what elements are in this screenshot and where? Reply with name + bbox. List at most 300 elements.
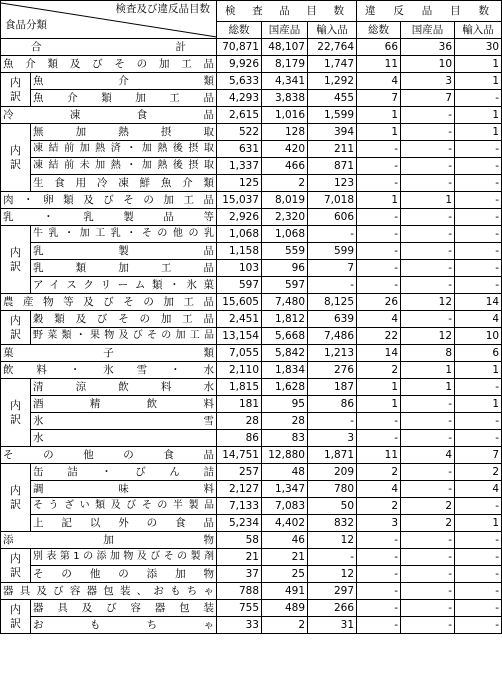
cell-inspection-domestic: 8,179 [262, 56, 308, 73]
cell-inspection-imported: 1,747 [308, 56, 357, 73]
category-name: 菓子類 [1, 345, 217, 362]
table-row [1, 481, 502, 498]
cell-inspection-imported: - [308, 277, 357, 294]
cell-violation-total: - [357, 141, 401, 158]
breakdown-label: 内訳 [1, 379, 31, 447]
breakdown-label: 内訳 [1, 311, 31, 345]
cell-violation-imported: 14 [455, 294, 502, 311]
subcategory-name: 魚介類加工品 [31, 90, 217, 107]
cell-violation-domestic: - [401, 141, 455, 158]
subcategory-name: 野菜類・果物及びその加工品 [31, 328, 217, 345]
cell-inspection-total: 1,337 [217, 158, 262, 175]
cell-inspection-imported: - [308, 413, 357, 430]
breakdown-label: 内訳 [1, 226, 31, 294]
cell-violation-total: 1 [357, 396, 401, 413]
cell-inspection-imported: 7 [308, 260, 357, 277]
cell-violation-domestic: - [401, 566, 455, 583]
cell-inspection-total: 58 [217, 532, 262, 549]
cell-inspection-total: 1,815 [217, 379, 262, 396]
table-row [1, 617, 502, 634]
cell-inspection-domestic: 21 [262, 549, 308, 566]
cell-inspection-domestic: 2,320 [262, 209, 308, 226]
subcategory-name: そうざい類及びその半製品 [31, 498, 217, 515]
subcategory-name: 凍結前加熱済・加熱後摂取 [31, 141, 217, 158]
table-row [1, 430, 502, 447]
subcategory-name: 穀類及びその加工品 [31, 311, 217, 328]
table-row [1, 532, 502, 549]
cell-inspection-domestic: 95 [262, 396, 308, 413]
table-row [1, 73, 502, 90]
cell-inspection-domestic: 1,628 [262, 379, 308, 396]
cell-inspection-domestic: 28 [262, 413, 308, 430]
cell-inspection-domestic: 2 [262, 617, 308, 634]
table-row [1, 90, 502, 107]
table-row [1, 600, 502, 617]
cell-violation-total: - [357, 277, 401, 294]
cell-inspection-imported: 266 [308, 600, 357, 617]
subcategory-name: その他の添加物 [31, 566, 217, 583]
breakdown-label: 内訳 [1, 124, 31, 192]
category-name: 冷凍食品 [1, 107, 217, 124]
subcategory-name: 乳類加工品 [31, 260, 217, 277]
cell-violation-domestic: 4 [401, 447, 455, 464]
cell-violation-total: - [357, 260, 401, 277]
cell-inspection-domestic: 1,347 [262, 481, 308, 498]
cell-inspection-domestic: 1,016 [262, 107, 308, 124]
cell-violation-imported: 4 [455, 481, 502, 498]
cell-violation-domestic: - [401, 549, 455, 566]
cell-violation-total: 11 [357, 447, 401, 464]
subcategory-name: 別表第1の添加物及びその製剤 [31, 549, 217, 566]
cell-violation-total: 4 [357, 73, 401, 90]
cell-inspection-imported: 209 [308, 464, 357, 481]
cell-violation-total: 11 [357, 56, 401, 73]
cell-violation-domestic: - [401, 600, 455, 617]
cell-violation-total: 3 [357, 515, 401, 532]
category-name: 乳・乳製品等 [1, 209, 217, 226]
cell-violation-domestic: - [401, 175, 455, 192]
cell-inspection-domestic: 7,083 [262, 498, 308, 515]
cell-inspection-domestic: 1,068 [262, 226, 308, 243]
subheader-violation-total: 総数 [357, 22, 401, 39]
cell-violation-imported: - [455, 209, 502, 226]
subheader-inspection-imported: 輸入品 [308, 22, 357, 39]
cell-inspection-total: 1,158 [217, 243, 262, 260]
cell-inspection-total: 597 [217, 277, 262, 294]
cell-violation-imported: - [455, 600, 502, 617]
cell-violation-domestic: - [401, 124, 455, 141]
cell-violation-imported: 6 [455, 345, 502, 362]
cell-inspection-domestic: 1,834 [262, 362, 308, 379]
cell-violation-total: - [357, 430, 401, 447]
category-name: 肉・卵類及びその加工品 [1, 192, 217, 209]
cell-violation-domestic: 10 [401, 56, 455, 73]
cell-inspection-imported: 599 [308, 243, 357, 260]
cell-inspection-domestic: 491 [262, 583, 308, 600]
cell-violation-imported: 4 [455, 311, 502, 328]
cell-inspection-total: 103 [217, 260, 262, 277]
table-row [1, 158, 502, 175]
subcategory-name: 水 [31, 430, 217, 447]
cell-violation-domestic: - [401, 396, 455, 413]
cell-violation-domestic: 1 [401, 379, 455, 396]
cell-inspection-total: 181 [217, 396, 262, 413]
cell-inspection-total: 14,751 [217, 447, 262, 464]
cell-violation-total: 7 [357, 90, 401, 107]
table-row [1, 583, 502, 600]
cell-inspection-imported: 832 [308, 515, 357, 532]
cell-inspection-total: 125 [217, 175, 262, 192]
cell-inspection-domestic: 48 [262, 464, 308, 481]
category-name: 飲料・氷雪・水 [1, 362, 217, 379]
category-name: 魚介類及びその加工品 [1, 56, 217, 73]
cell-violation-imported: - [455, 243, 502, 260]
cell-violation-imported: - [455, 90, 502, 107]
table-row [1, 175, 502, 192]
cell-inspection-domestic: 7,480 [262, 294, 308, 311]
cell-violation-imported: 1 [455, 73, 502, 90]
cell-inspection-imported: 1,599 [308, 107, 357, 124]
cell-inspection-total: 788 [217, 583, 262, 600]
subcategory-name: 牛乳・加工乳・その他の乳 [31, 226, 217, 243]
cell-inspection-total: 13,154 [217, 328, 262, 345]
cell-violation-total: 22 [357, 328, 401, 345]
cell-violation-total: 1 [357, 107, 401, 124]
cell-violation-domestic: - [401, 532, 455, 549]
cell-inspection-total: 2,926 [217, 209, 262, 226]
cell-violation-domestic: - [401, 583, 455, 600]
cell-inspection-imported: 1,871 [308, 447, 357, 464]
cell-inspection-imported: 1,292 [308, 73, 357, 90]
table-row [1, 192, 502, 209]
grand-total-label: 合 計 [1, 39, 217, 56]
cell-inspection-total: 33 [217, 617, 262, 634]
cell-inspection-domestic: 1,812 [262, 311, 308, 328]
table-row [1, 260, 502, 277]
cell-inspection-domestic: 2 [262, 175, 308, 192]
breakdown-label: 内訳 [1, 464, 31, 532]
category-name: その他の食品 [1, 447, 217, 464]
subcategory-name: 乳製品 [31, 243, 217, 260]
cell-inspection-domestic: 4,341 [262, 73, 308, 90]
subcategory-name: 氷雪 [31, 413, 217, 430]
subheader-violation-domestic: 国産品 [401, 22, 455, 39]
subheader-inspection-domestic: 国産品 [262, 22, 308, 39]
cell-inspection-imported: 12 [308, 532, 357, 549]
cell-inspection-domestic: 25 [262, 566, 308, 583]
cell-violation-domestic: - [401, 158, 455, 175]
cell-violation-domestic: - [401, 209, 455, 226]
table-row [1, 311, 502, 328]
subcategory-name: おもちゃ [31, 617, 217, 634]
cell-inspection-total: 86 [217, 430, 262, 447]
subcategory-name: 魚介類 [31, 73, 217, 90]
cell-violation-domestic: 12 [401, 294, 455, 311]
cell-violation-imported: - [455, 158, 502, 175]
cell-violation-total: 2 [357, 498, 401, 515]
cell-inspection-domestic: 597 [262, 277, 308, 294]
cell-violation-imported: 10 [455, 328, 502, 345]
header-row-1 [1, 1, 502, 22]
table-row [1, 447, 502, 464]
subcategory-name: アイスクリーム類・氷菓 [31, 277, 217, 294]
cell-inspection-imported: 780 [308, 481, 357, 498]
cell-violation-domestic: - [401, 617, 455, 634]
cell-inspection-domestic: 96 [262, 260, 308, 277]
cell-violation-domestic: - [401, 277, 455, 294]
cell-inspection-domestic: 466 [262, 158, 308, 175]
cell-inspection-imported: 297 [308, 583, 357, 600]
cell-inspection-total: 2,127 [217, 481, 262, 498]
cell-violation-domestic: - [401, 243, 455, 260]
cell-inspection-total: 257 [217, 464, 262, 481]
cell-violation-total: - [357, 583, 401, 600]
cell-violation-total: 4 [357, 311, 401, 328]
cell-inspection-imported: 31 [308, 617, 357, 634]
cell-violation-domestic: 3 [401, 73, 455, 90]
subcategory-name: 上記以外の食品 [31, 515, 217, 532]
cell-violation-domestic: 2 [401, 515, 455, 532]
cell-inspection-imported: 86 [308, 396, 357, 413]
cell-inspection-domestic: 420 [262, 141, 308, 158]
breakdown-label: 内訳 [1, 600, 31, 634]
cell-inspection-imported: 22,764 [308, 39, 357, 56]
corner-header-bottom: 食品分類 [5, 19, 47, 31]
table-row [1, 277, 502, 294]
cell-violation-domestic: 1 [401, 362, 455, 379]
table-row [1, 39, 502, 56]
cell-violation-domestic: 1 [401, 192, 455, 209]
cell-violation-total: - [357, 158, 401, 175]
cell-inspection-imported: 871 [308, 158, 357, 175]
cell-inspection-imported: 7,018 [308, 192, 357, 209]
cell-inspection-total: 28 [217, 413, 262, 430]
cell-violation-imported: - [455, 498, 502, 515]
cell-inspection-imported: 455 [308, 90, 357, 107]
cell-inspection-total: 5,633 [217, 73, 262, 90]
table-row [1, 141, 502, 158]
cell-violation-total: - [357, 532, 401, 549]
table-row [1, 124, 502, 141]
cell-violation-imported: - [455, 226, 502, 243]
table-row [1, 498, 502, 515]
cell-violation-imported: 2 [455, 464, 502, 481]
breakdown-label: 内訳 [1, 549, 31, 583]
cell-violation-imported: - [455, 532, 502, 549]
cell-inspection-domestic: 489 [262, 600, 308, 617]
breakdown-label: 内訳 [1, 73, 31, 107]
cell-violation-domestic: - [401, 226, 455, 243]
cell-inspection-imported: - [308, 549, 357, 566]
cell-violation-total: - [357, 175, 401, 192]
category-name: 器具及び容器包装、おもちゃ [1, 583, 217, 600]
cell-inspection-domestic: 5,668 [262, 328, 308, 345]
cell-inspection-domestic: 3,838 [262, 90, 308, 107]
cell-violation-total: - [357, 413, 401, 430]
cell-inspection-imported: - [308, 226, 357, 243]
cell-violation-domestic: - [401, 481, 455, 498]
cell-inspection-total: 2,110 [217, 362, 262, 379]
cell-violation-total: - [357, 226, 401, 243]
table-row [1, 515, 502, 532]
cell-inspection-imported: 50 [308, 498, 357, 515]
cell-violation-imported: - [455, 175, 502, 192]
subcategory-name: 凍結前未加熱・加熱後摂取 [31, 158, 217, 175]
cell-inspection-total: 4,293 [217, 90, 262, 107]
cell-inspection-imported: 12 [308, 566, 357, 583]
cell-inspection-domestic: 46 [262, 532, 308, 549]
cell-inspection-imported: 606 [308, 209, 357, 226]
cell-violation-imported: - [455, 617, 502, 634]
cell-violation-total: 2 [357, 464, 401, 481]
cell-inspection-total: 755 [217, 600, 262, 617]
cell-violation-imported: - [455, 260, 502, 277]
violation-count-header: 違 反 品 目 数 [357, 1, 502, 22]
cell-inspection-imported: 639 [308, 311, 357, 328]
subcategory-name: 缶詰・びん詰 [31, 464, 217, 481]
table-row [1, 243, 502, 260]
cell-violation-total: 14 [357, 345, 401, 362]
cell-inspection-domestic: 559 [262, 243, 308, 260]
cell-violation-total: 1 [357, 124, 401, 141]
cell-violation-total: 1 [357, 192, 401, 209]
cell-violation-imported: 1 [455, 515, 502, 532]
cell-inspection-imported: 211 [308, 141, 357, 158]
cell-inspection-domestic: 48,107 [262, 39, 308, 56]
cell-inspection-imported: 1,213 [308, 345, 357, 362]
subheader-violation-imported: 輸入品 [455, 22, 502, 39]
table-row [1, 549, 502, 566]
cell-violation-total: 1 [357, 379, 401, 396]
cell-violation-domestic: - [401, 464, 455, 481]
cell-violation-imported: 1 [455, 362, 502, 379]
cell-violation-imported: - [455, 141, 502, 158]
cell-inspection-total: 15,037 [217, 192, 262, 209]
table-row [1, 413, 502, 430]
cell-violation-imported: 1 [455, 124, 502, 141]
table-row [1, 566, 502, 583]
cell-violation-imported: - [455, 583, 502, 600]
cell-inspection-domestic: 128 [262, 124, 308, 141]
cell-inspection-imported: 187 [308, 379, 357, 396]
cell-inspection-total: 5,234 [217, 515, 262, 532]
cell-inspection-imported: 276 [308, 362, 357, 379]
cell-violation-total: 26 [357, 294, 401, 311]
cell-violation-imported: - [455, 566, 502, 583]
cell-violation-imported: 1 [455, 56, 502, 73]
cell-violation-domestic: - [401, 413, 455, 430]
cell-violation-imported: - [455, 549, 502, 566]
table-row [1, 107, 502, 124]
cell-violation-total: - [357, 209, 401, 226]
category-name: 農産物等及びその加工品 [1, 294, 217, 311]
cell-violation-domestic: 2 [401, 498, 455, 515]
cell-violation-domestic: - [401, 260, 455, 277]
cell-violation-imported: 7 [455, 447, 502, 464]
cell-inspection-total: 7,055 [217, 345, 262, 362]
cell-inspection-total: 21 [217, 549, 262, 566]
cell-inspection-domestic: 83 [262, 430, 308, 447]
cell-inspection-total: 1,068 [217, 226, 262, 243]
cell-inspection-domestic: 5,842 [262, 345, 308, 362]
cell-violation-imported: - [455, 379, 502, 396]
cell-violation-domestic: - [401, 430, 455, 447]
cell-violation-domestic: - [401, 107, 455, 124]
inspection-count-header: 検 査 品 目 数 [217, 1, 357, 22]
subcategory-name: 無加熱摂取 [31, 124, 217, 141]
cell-inspection-total: 2,451 [217, 311, 262, 328]
table-row [1, 209, 502, 226]
cell-inspection-imported: 3 [308, 430, 357, 447]
cell-violation-domestic: 12 [401, 328, 455, 345]
cell-violation-total: - [357, 566, 401, 583]
table-row [1, 396, 502, 413]
table-row [1, 379, 502, 396]
cell-inspection-domestic: 4,402 [262, 515, 308, 532]
category-name: 添加物 [1, 532, 217, 549]
subcategory-name: 生食用冷凍鮮魚介類 [31, 175, 217, 192]
subheader-inspection-total: 総数 [217, 22, 262, 39]
cell-violation-domestic: 36 [401, 39, 455, 56]
cell-inspection-total: 7,133 [217, 498, 262, 515]
subcategory-name: 調味料 [31, 481, 217, 498]
subcategory-name: 器具及び容器包装 [31, 600, 217, 617]
cell-violation-imported: 30 [455, 39, 502, 56]
table-row [1, 56, 502, 73]
cell-inspection-domestic: 8,019 [262, 192, 308, 209]
cell-violation-domestic: - [401, 311, 455, 328]
corner-header-cell [1, 1, 217, 39]
cell-inspection-total: 9,926 [217, 56, 262, 73]
cell-inspection-imported: 7,486 [308, 328, 357, 345]
cell-violation-total: 2 [357, 362, 401, 379]
cell-violation-imported: - [455, 192, 502, 209]
cell-inspection-total: 2,615 [217, 107, 262, 124]
cell-violation-total: - [357, 243, 401, 260]
cell-inspection-imported: 394 [308, 124, 357, 141]
corner-header-top: 検査及び違反品目数 [115, 3, 210, 15]
cell-violation-total: - [357, 617, 401, 634]
cell-violation-imported: 1 [455, 107, 502, 124]
subcategory-name: 酒精飲料 [31, 396, 217, 413]
cell-violation-imported: 1 [455, 396, 502, 413]
cell-violation-total: - [357, 549, 401, 566]
table-row [1, 328, 502, 345]
cell-inspection-imported: 123 [308, 175, 357, 192]
cell-violation-imported: - [455, 430, 502, 447]
cell-violation-total: 4 [357, 481, 401, 498]
table-row [1, 362, 502, 379]
table-row [1, 226, 502, 243]
cell-inspection-total: 15,605 [217, 294, 262, 311]
cell-inspection-total: 631 [217, 141, 262, 158]
table-row [1, 345, 502, 362]
cell-violation-imported: - [455, 277, 502, 294]
cell-inspection-total: 70,871 [217, 39, 262, 56]
cell-inspection-total: 37 [217, 566, 262, 583]
table-row [1, 464, 502, 481]
cell-violation-total: 66 [357, 39, 401, 56]
cell-violation-total: - [357, 600, 401, 617]
cell-violation-domestic: 7 [401, 90, 455, 107]
cell-inspection-domestic: 12,880 [262, 447, 308, 464]
cell-violation-imported: - [455, 413, 502, 430]
cell-inspection-total: 522 [217, 124, 262, 141]
table-row [1, 294, 502, 311]
cell-inspection-imported: 8,125 [308, 294, 357, 311]
subcategory-name: 清涼飲料水 [31, 379, 217, 396]
cell-violation-domestic: 8 [401, 345, 455, 362]
